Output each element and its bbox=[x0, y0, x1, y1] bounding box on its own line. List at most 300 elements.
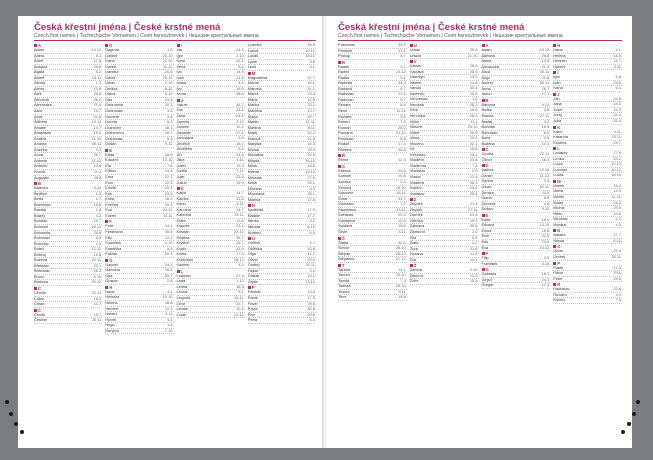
first-name: Dušan bbox=[481, 206, 493, 212]
name-day-date: 22.6. bbox=[613, 286, 622, 292]
name-day-date: 22.6. bbox=[398, 91, 407, 97]
first-name: Magdaléna bbox=[247, 74, 268, 80]
name-day-date: 22.1. bbox=[469, 140, 479, 146]
name-day-date: 24.6. bbox=[613, 95, 622, 101]
name-day-date: 18.6. bbox=[613, 210, 622, 216]
first-name: Radoslav bbox=[338, 91, 355, 97]
first-name: Zoe bbox=[409, 256, 417, 262]
name-day-date: 18.10. bbox=[305, 53, 316, 59]
first-name: Blažena bbox=[34, 279, 49, 285]
name-day-date: 13.7. bbox=[307, 108, 316, 114]
name-day-date: 23.1. bbox=[93, 262, 103, 268]
binding-hole bbox=[20, 430, 24, 434]
name-day-date: 30.1. bbox=[307, 124, 316, 130]
name-day-date: 4.1. bbox=[167, 288, 174, 294]
section-letter: P bbox=[248, 285, 316, 290]
first-name: Zdeněk bbox=[409, 212, 423, 218]
name-day-date: 27.6. bbox=[236, 272, 245, 278]
first-name: Bohdan bbox=[34, 218, 48, 224]
first-name: Mária bbox=[553, 188, 563, 194]
name-day-date: 4.10. bbox=[541, 260, 551, 266]
name-day-date: 22.5. bbox=[164, 179, 174, 185]
first-name: Michal bbox=[553, 205, 565, 211]
first-name: Matylda bbox=[247, 141, 262, 147]
name-day-date: 7.8. bbox=[167, 162, 174, 168]
first-name: Miroslav bbox=[553, 216, 568, 222]
name-day-date: 17.9. bbox=[307, 207, 316, 213]
first-name: Miroslav bbox=[247, 185, 263, 191]
section-letter: F bbox=[105, 219, 173, 224]
first-name: Adolf bbox=[34, 58, 43, 64]
name-day-date: 12.3. bbox=[398, 157, 407, 163]
name-day-date: 29.4. bbox=[307, 256, 316, 262]
section-letter: R bbox=[553, 282, 622, 287]
name-day-date: 11.11. bbox=[611, 194, 622, 200]
first-name: Andrej bbox=[481, 80, 493, 86]
first-name: Dominik bbox=[481, 200, 496, 206]
name-day-date: 24.6. bbox=[236, 74, 245, 80]
name-day-date: 7.4. bbox=[472, 162, 479, 168]
first-name: Edita bbox=[481, 216, 491, 222]
first-name: Šimon bbox=[338, 245, 350, 251]
name-day-date: 26.6. bbox=[93, 91, 103, 97]
first-name: Anna bbox=[34, 152, 44, 158]
first-name: Diana bbox=[481, 195, 492, 201]
section-letter: N bbox=[248, 203, 316, 208]
first-name: Darina bbox=[481, 178, 493, 184]
first-name: Klára bbox=[176, 217, 186, 223]
name-day-date: 21.6. bbox=[93, 113, 103, 119]
first-name: Blažej bbox=[481, 118, 493, 124]
first-name: Zikmund bbox=[409, 228, 425, 234]
name-day-date: 12.2. bbox=[236, 124, 245, 130]
name-day-date: 5.6. bbox=[615, 74, 622, 80]
name-day-date: 2.8. bbox=[167, 278, 174, 284]
name-day-date: 21.9. bbox=[307, 135, 316, 141]
name-day-date: 18.8. bbox=[613, 52, 622, 58]
name-day-date: 20.4. bbox=[164, 185, 174, 191]
name-day-date: 10.6. bbox=[398, 217, 407, 223]
name-day-date: 29.6. bbox=[307, 311, 316, 317]
first-name: Gita bbox=[105, 272, 113, 278]
first-name: Vlasta bbox=[409, 174, 421, 180]
section-letter: L bbox=[553, 146, 622, 151]
first-name: Erik bbox=[481, 238, 489, 244]
name-day-date: 10.8. bbox=[307, 245, 316, 251]
name-day-date: 12.1. bbox=[398, 266, 407, 272]
first-name: Adriana bbox=[481, 52, 495, 58]
first-name: Valentýn bbox=[409, 74, 425, 80]
section-letter: A bbox=[34, 43, 102, 48]
first-name: Lenka bbox=[553, 155, 564, 161]
name-day-date: 28.6. bbox=[236, 91, 245, 97]
first-name: Ivan bbox=[553, 79, 561, 85]
name-day-date: 16.5. bbox=[93, 295, 103, 301]
first-name: Ondrej bbox=[553, 253, 565, 259]
name-day-date: 1.3. bbox=[95, 190, 103, 196]
first-name: Amálie bbox=[34, 124, 46, 130]
first-name: Libuše bbox=[176, 306, 188, 312]
first-name: Daniel bbox=[481, 172, 493, 178]
first-name: Otýlie bbox=[247, 278, 258, 284]
name-day-date: 10.1. bbox=[541, 140, 551, 146]
first-name: Henrich bbox=[553, 58, 567, 64]
first-name: František bbox=[105, 240, 122, 246]
name-day-date: 23.7. bbox=[236, 300, 245, 306]
first-name: Milada bbox=[247, 157, 260, 163]
name-day-date: 24.3. bbox=[398, 80, 407, 86]
name-day-date: 5.5. bbox=[472, 234, 479, 240]
first-name: Miloslav bbox=[247, 174, 262, 180]
first-name: Miroslava bbox=[247, 191, 265, 197]
first-name: Eduard bbox=[105, 157, 118, 163]
first-name: Václava bbox=[409, 68, 424, 74]
name-day-date: 1.9. bbox=[95, 240, 103, 246]
name-day-date: 4.10. bbox=[164, 240, 174, 246]
first-name: Lucia bbox=[553, 161, 563, 167]
name-day-date: 19.3. bbox=[613, 106, 622, 112]
name-day-date: 9.12. bbox=[541, 206, 551, 212]
name-day-date: 18.7. bbox=[164, 130, 174, 136]
first-name: Radomil bbox=[338, 85, 353, 91]
name-day-date: 27.11. bbox=[467, 206, 479, 212]
first-name: Adam bbox=[34, 47, 45, 52]
first-name: Milan bbox=[247, 163, 258, 169]
name-day-date: 28.10. bbox=[395, 184, 407, 190]
name-day-date: 28.10. bbox=[395, 283, 407, 289]
first-name: Helena bbox=[553, 52, 566, 58]
name-day-date: 28.10. bbox=[395, 245, 407, 251]
name-day-date: 13.10. bbox=[539, 222, 551, 228]
name-day-date: 3.11. bbox=[613, 63, 622, 69]
first-name: Rostislav bbox=[338, 135, 354, 141]
name-day-date: 1.3. bbox=[95, 80, 103, 86]
section-letter: D bbox=[105, 43, 173, 48]
first-name: Alena bbox=[34, 85, 44, 91]
first-name: Elena bbox=[481, 227, 492, 233]
binding-hole bbox=[632, 412, 636, 416]
first-name: Katarína bbox=[553, 134, 568, 140]
first-name: Boleslav bbox=[34, 240, 49, 246]
first-name: Zbyšek bbox=[409, 206, 423, 212]
name-day-date: 2.5. bbox=[543, 135, 551, 141]
name-day-date: 16.3. bbox=[541, 271, 551, 277]
first-name: Tadeáš bbox=[338, 283, 351, 289]
name-row bbox=[410, 279, 479, 285]
first-name: Bedřich bbox=[34, 190, 48, 196]
name-day-date: 24.5. bbox=[236, 113, 245, 119]
name-day-date: 13.1. bbox=[307, 273, 316, 279]
first-name: Lenka bbox=[176, 283, 188, 289]
name-day-date: 29.9. bbox=[307, 146, 316, 152]
first-name: Martin bbox=[247, 119, 259, 125]
name-day-date: 17.1. bbox=[541, 91, 551, 97]
name-row bbox=[482, 283, 551, 289]
first-name: Evelína bbox=[105, 201, 119, 207]
name-day-date: 24.12. bbox=[91, 47, 103, 52]
first-name: Jarmila bbox=[176, 118, 190, 124]
first-name: Martin bbox=[553, 194, 565, 200]
first-name: Adam bbox=[481, 47, 492, 52]
first-name: Zdeňka bbox=[409, 217, 423, 223]
name-day-date: 13.10. bbox=[162, 157, 174, 163]
first-name: Gabriela bbox=[481, 271, 497, 277]
first-name: Zita bbox=[409, 234, 417, 240]
name-day-date: 24.2. bbox=[613, 199, 622, 205]
first-name: Lukáš bbox=[553, 172, 564, 178]
name-day-date: 7.6. bbox=[615, 297, 622, 303]
name-day-date: 21.3. bbox=[469, 201, 479, 207]
first-name: Milena bbox=[247, 169, 260, 175]
first-name: Oldřiška bbox=[247, 245, 263, 251]
section-letter: I bbox=[553, 70, 622, 75]
name-day-date: 13.8. bbox=[93, 85, 103, 91]
name-column bbox=[177, 43, 245, 334]
name-day-date: 30.12. bbox=[539, 184, 551, 190]
first-name: Michaela bbox=[247, 152, 264, 158]
name-day-date: 14.7. bbox=[613, 58, 622, 64]
first-name: Ludmila bbox=[247, 42, 262, 47]
first-name: Cecílie bbox=[34, 289, 46, 295]
first-name: Norbert bbox=[247, 229, 261, 235]
first-name: Teodor bbox=[338, 288, 350, 294]
first-name: Hedvika bbox=[105, 294, 120, 300]
name-day-date: 25.4. bbox=[307, 91, 316, 97]
name-day-date: 12.11. bbox=[396, 108, 407, 114]
first-name: Olga bbox=[247, 251, 256, 257]
name-day-date: 3.3. bbox=[167, 108, 174, 114]
name-day-date: 3.1. bbox=[309, 64, 316, 70]
name-day-date: 31.8. bbox=[469, 245, 479, 251]
first-name: Adéla bbox=[34, 52, 44, 58]
name-day-date: 14.7. bbox=[236, 190, 245, 196]
first-name: Rudolf bbox=[338, 141, 350, 147]
name-day-date: 22.5. bbox=[236, 174, 245, 180]
name-day-date: 26.2. bbox=[93, 96, 103, 102]
name-day-date: 5.4. bbox=[238, 63, 245, 69]
name-day-date: 31.5. bbox=[236, 195, 245, 201]
first-name: Bronislav bbox=[34, 268, 51, 274]
name-day-date: 25.4. bbox=[613, 182, 622, 188]
name-day-date: 7.5. bbox=[400, 201, 407, 207]
first-name: Juraj bbox=[553, 112, 562, 118]
first-name: Valerie bbox=[409, 79, 422, 85]
first-name: Oliver bbox=[247, 256, 258, 262]
page-subtitle: Czech first names | Tschechische Vornamen | Cseh keresztnevek | Чешские крестильные имена bbox=[34, 33, 316, 41]
name-day-date: 21.6. bbox=[541, 74, 551, 80]
first-name: Filip bbox=[105, 234, 113, 240]
name-day-date: 29.4. bbox=[613, 248, 622, 254]
name-day-date: 26.7. bbox=[93, 152, 103, 158]
section-letter: G bbox=[482, 267, 551, 272]
first-name: Ľubomír bbox=[553, 166, 568, 172]
first-name: Dita bbox=[105, 96, 113, 102]
name-day-date: 16.3. bbox=[236, 283, 245, 289]
name-day-date: 20.1. bbox=[164, 251, 174, 257]
first-name: Řehoř bbox=[338, 157, 349, 163]
name-day-date: 14.8. bbox=[398, 294, 407, 300]
name-day-date: 14.9. bbox=[236, 69, 245, 75]
first-name: Jakub bbox=[176, 101, 187, 107]
name-row bbox=[177, 313, 245, 319]
name-row bbox=[553, 298, 622, 304]
first-name: Štěpánka bbox=[338, 256, 355, 262]
name-day-date: 18.10. bbox=[611, 172, 622, 178]
name-day-date: 10.8. bbox=[469, 90, 479, 96]
first-name: Libor bbox=[176, 300, 186, 306]
name-day-date: 18.1. bbox=[164, 124, 174, 130]
first-name: Cecília bbox=[481, 151, 494, 157]
first-name: Dobromila bbox=[105, 102, 123, 108]
name-day-date: 16.1. bbox=[307, 80, 316, 86]
name-day-date: 19.3. bbox=[164, 201, 174, 207]
name-day-date: 30.8. bbox=[398, 146, 407, 152]
first-name: Zuzana bbox=[409, 251, 423, 257]
first-name: Blažej bbox=[34, 212, 45, 218]
first-name: Marek bbox=[553, 182, 565, 188]
first-name: Lucie bbox=[176, 311, 186, 317]
first-name: Hana bbox=[105, 288, 115, 294]
section-letter: M bbox=[248, 71, 316, 76]
name-day-date: 27.4. bbox=[236, 129, 245, 135]
first-name: Bohumila bbox=[34, 229, 51, 235]
first-name: Šárka bbox=[338, 239, 349, 245]
name-day-date: 26.3. bbox=[469, 179, 479, 185]
first-name: Soňa bbox=[338, 195, 348, 201]
first-name: Igor bbox=[176, 52, 184, 58]
name-day-date: 22.11. bbox=[539, 151, 551, 157]
name-day-date: 15.4. bbox=[93, 130, 103, 136]
first-name: Dalibor bbox=[481, 167, 494, 173]
page-title: Česká křestní jména | České krstné mená bbox=[338, 22, 525, 33]
first-name: Emil bbox=[105, 179, 113, 185]
name-day-date: 14.6. bbox=[164, 168, 174, 174]
first-name: Svatava bbox=[338, 223, 353, 229]
name-day-date: 8.1. bbox=[95, 52, 103, 58]
first-name: Nikolas bbox=[247, 223, 261, 229]
first-name: Erika bbox=[105, 196, 115, 202]
name-day-date: 5.10. bbox=[164, 91, 174, 97]
binding-hole bbox=[621, 430, 625, 434]
binding-hole bbox=[627, 422, 631, 426]
first-name: Žofie bbox=[409, 278, 419, 284]
name-day-date: 6.10. bbox=[93, 273, 103, 279]
first-name: Radmila bbox=[338, 80, 353, 86]
name-day-date: 19.11. bbox=[91, 119, 103, 125]
name-day-date: 15.5. bbox=[469, 278, 479, 284]
first-name: František bbox=[481, 260, 498, 266]
name-day-date: 9.11. bbox=[398, 288, 407, 294]
first-name: Karel bbox=[176, 201, 186, 207]
name-day-date: 15.7. bbox=[93, 108, 103, 114]
first-name: Ela bbox=[105, 162, 111, 168]
name-day-date: 29.6. bbox=[307, 300, 316, 306]
first-name: Pavol bbox=[553, 270, 563, 276]
name-day-date: 1.8. bbox=[95, 207, 103, 213]
first-name: Júlia bbox=[553, 118, 562, 124]
name-day-date: 2.10. bbox=[469, 267, 479, 273]
first-name: Hubert bbox=[553, 63, 565, 69]
first-name: Leoš bbox=[247, 64, 257, 70]
first-name: Želmíra bbox=[409, 272, 423, 278]
name-day-date: 17.6. bbox=[93, 58, 103, 64]
name-day-date: 16.9. bbox=[469, 107, 479, 113]
name-day-date: 25.11. bbox=[611, 134, 622, 140]
name-column bbox=[410, 43, 479, 304]
name-day-date: 12.9. bbox=[307, 96, 316, 102]
name-day-date: 12.1. bbox=[164, 234, 174, 240]
first-name: Ema bbox=[105, 174, 114, 180]
first-name: Kryštof bbox=[176, 240, 189, 246]
name-day-date: 22.3. bbox=[164, 174, 174, 180]
first-name: Jindřiška bbox=[176, 146, 192, 152]
section-letter: Ž bbox=[410, 263, 479, 268]
first-name: Urban bbox=[409, 47, 421, 52]
first-name: Ctibor bbox=[481, 156, 492, 162]
first-name: Kazimír bbox=[176, 262, 190, 268]
name-day-date: 30.8. bbox=[307, 306, 316, 312]
first-name: Felix bbox=[105, 223, 114, 229]
name-day-date: 9.1. bbox=[238, 289, 245, 295]
name-day-date: 18.4. bbox=[541, 156, 551, 162]
first-name: Bruno bbox=[34, 273, 45, 279]
first-name: Růžena bbox=[338, 146, 352, 152]
first-name: Alica bbox=[481, 69, 490, 75]
name-day-date: 29.9. bbox=[613, 205, 622, 211]
section-letter: T bbox=[338, 263, 407, 268]
first-name: Bohuslav bbox=[34, 235, 51, 241]
first-name: Petr bbox=[247, 311, 255, 317]
first-name: Drahomíra bbox=[105, 130, 124, 136]
name-day-date: 22.5. bbox=[613, 118, 622, 124]
first-name: Augustin bbox=[34, 174, 50, 180]
first-name: Gabriela bbox=[105, 267, 120, 273]
first-name: Matej bbox=[553, 199, 563, 205]
name-day-date: 7.6. bbox=[400, 119, 407, 125]
first-name: Kamil bbox=[176, 190, 187, 196]
first-name: Antonín bbox=[34, 163, 48, 169]
name-day-date: 15.9. bbox=[541, 124, 551, 130]
first-name: Karolína bbox=[176, 206, 191, 212]
name-day-date: 11.1. bbox=[470, 118, 479, 124]
name-column bbox=[105, 43, 173, 334]
first-name: David bbox=[105, 74, 116, 80]
section-letter: H bbox=[105, 285, 173, 290]
first-name: Přemysl bbox=[338, 47, 353, 53]
section-letter: J bbox=[553, 92, 622, 97]
name-day-date: 4.2. bbox=[309, 218, 316, 224]
name-day-date: 9.7. bbox=[400, 96, 407, 102]
first-name: Hynek bbox=[105, 316, 117, 322]
first-name: Richard bbox=[338, 113, 352, 119]
first-name: Denisa bbox=[105, 85, 118, 91]
first-name: Roman bbox=[338, 124, 351, 130]
name-day-date: 23.1. bbox=[236, 223, 245, 229]
first-name: Natália bbox=[553, 232, 566, 238]
name-day-date: 6.6. bbox=[309, 229, 316, 235]
name-day-date: 14.7. bbox=[236, 206, 245, 212]
name-day-date: 28.5. bbox=[469, 68, 479, 74]
first-name: Vojtěch bbox=[409, 185, 423, 191]
first-name: Matouš bbox=[247, 135, 261, 141]
first-name: Marcel bbox=[247, 80, 260, 86]
first-name: Anežka bbox=[34, 146, 47, 152]
first-name: Štěpán bbox=[338, 250, 351, 256]
section-letter: K bbox=[177, 186, 245, 191]
first-name: Dalibor bbox=[105, 52, 118, 58]
first-name: Boris bbox=[481, 135, 491, 141]
first-name: Alois bbox=[34, 113, 43, 119]
